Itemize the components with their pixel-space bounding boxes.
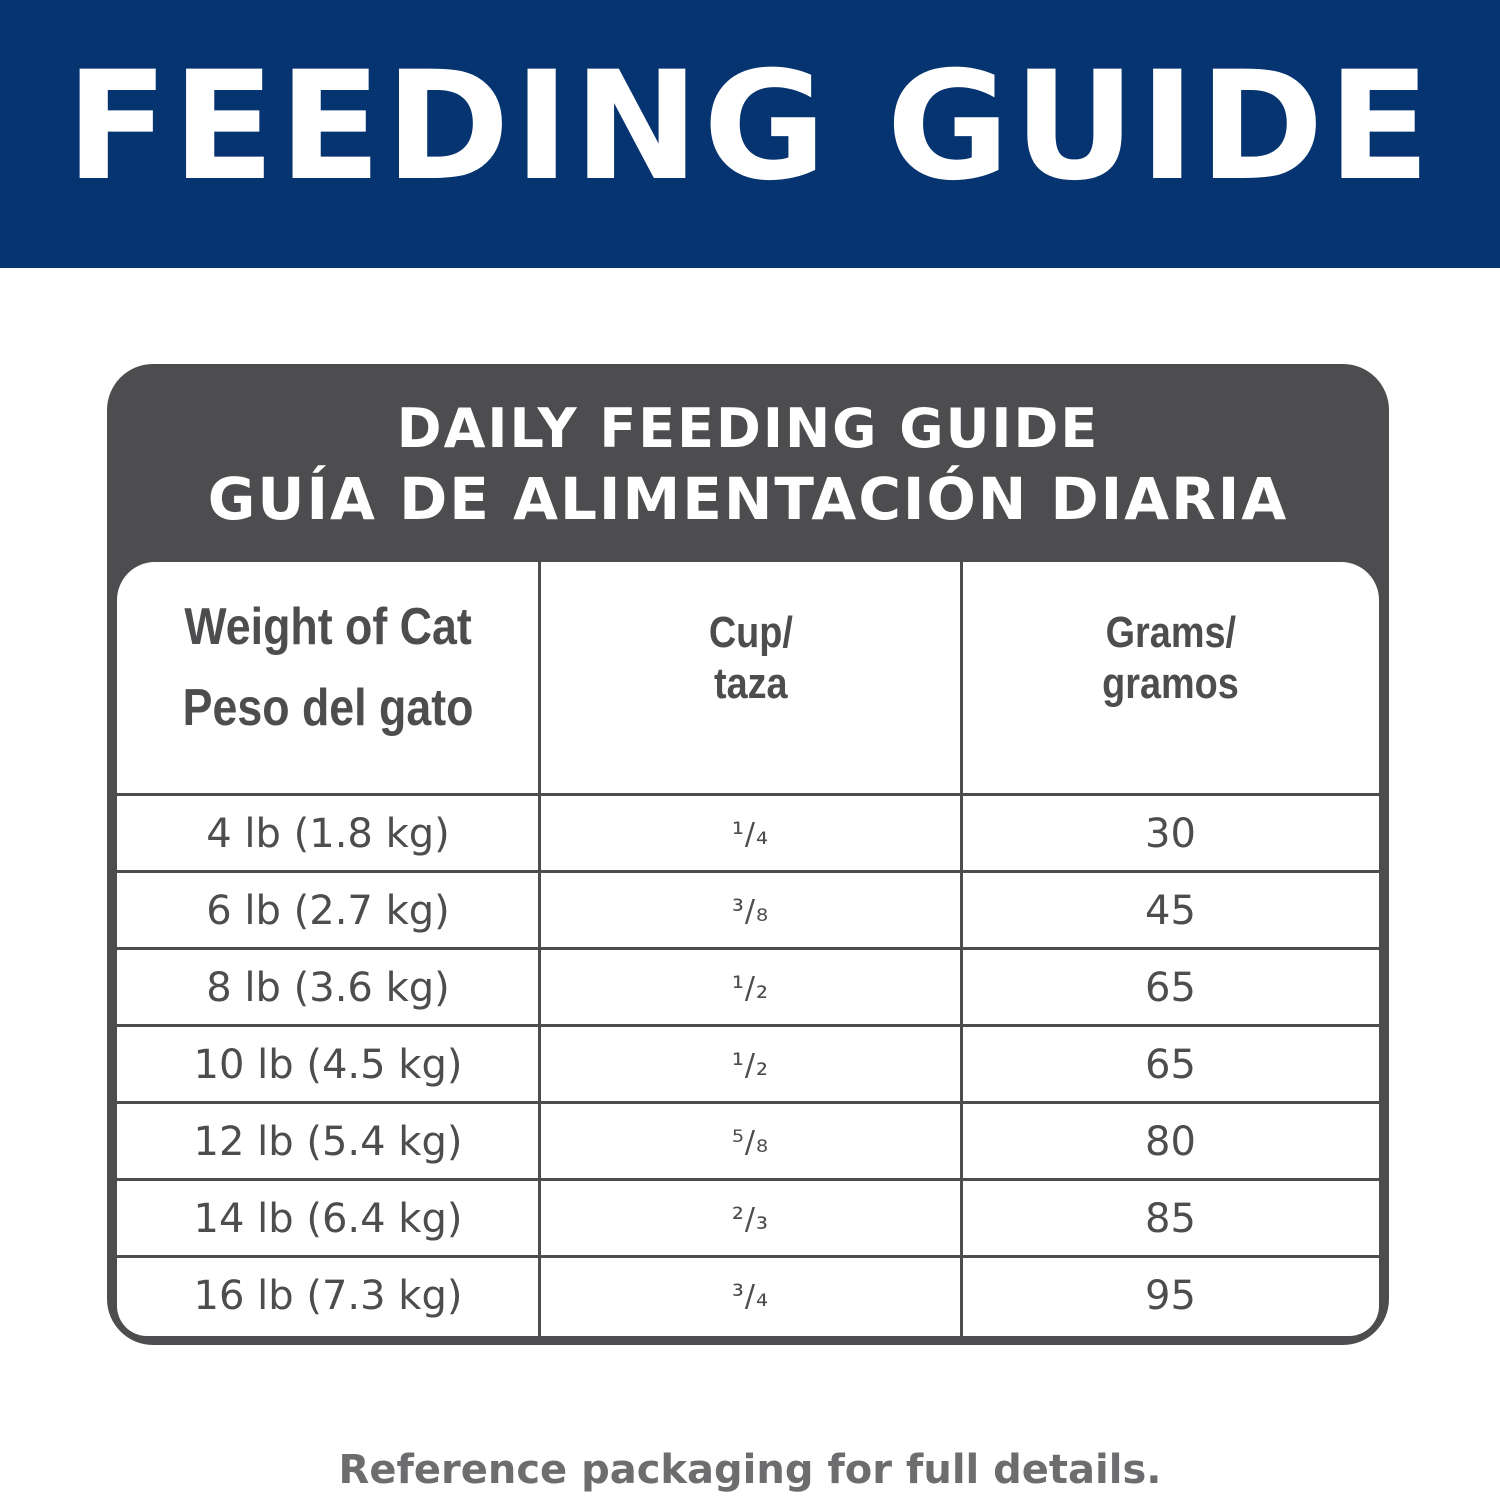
card-title-english: DAILY FEEDING GUIDE (396, 397, 1100, 460)
column-header-grams (962, 562, 1379, 795)
page-title: FEEDING GUIDE (65, 40, 1435, 214)
cell-cup (540, 1105, 961, 1179)
card-header (107, 364, 1389, 562)
cell-weight: 10 lb (4.5 kg) (193, 1042, 463, 1088)
table-row (117, 797, 1379, 871)
cup-fraction: ³/₈ (731, 893, 770, 929)
cell-grams: 65 (1145, 965, 1196, 1011)
feeding-table (117, 562, 1379, 1336)
cell-weight: 12 lb (5.4 kg) (193, 1119, 463, 1165)
cell-grams: 45 (1145, 888, 1196, 934)
column-header-grams-es: gramos (1102, 658, 1239, 708)
table-row (117, 1182, 1379, 1256)
cup-fraction: ¹/₂ (731, 1047, 770, 1083)
column-header-grams-en: Grams/ (1105, 607, 1236, 657)
cell-weight: 6 lb (2.7 kg) (206, 888, 450, 934)
cell-cup (540, 1028, 961, 1102)
cell-grams: 80 (1145, 1119, 1196, 1165)
column-header-weight-es: Peso del gato (182, 678, 474, 737)
table-row (117, 1105, 1379, 1179)
column-header-cup-es: taza (713, 658, 788, 708)
daily-feeding-guide-card (107, 364, 1389, 1345)
cell-grams: 65 (1145, 1042, 1196, 1088)
column-header-cup (540, 562, 961, 795)
table-row (117, 1259, 1379, 1333)
table-row (117, 951, 1379, 1025)
row-divider (117, 793, 1379, 796)
cell-weight: 8 lb (3.6 kg) (206, 965, 450, 1011)
cup-fraction: ¹/₄ (731, 816, 770, 852)
cell-grams: 85 (1145, 1196, 1196, 1242)
cup-fraction: ¹/₂ (731, 970, 770, 1006)
header-banner (0, 0, 1500, 268)
cell-cup (540, 874, 961, 948)
cell-cup (540, 797, 961, 871)
cup-fraction: ⁵/₈ (731, 1124, 770, 1160)
column-header-weight-en: Weight of Cat (184, 597, 472, 656)
column-header-weight (117, 562, 539, 795)
table-row (117, 874, 1379, 948)
cell-weight: 4 lb (1.8 kg) (206, 811, 450, 857)
footer-note: Reference packaging for full details. (338, 1447, 1162, 1493)
cell-weight: 16 lb (7.3 kg) (193, 1273, 463, 1319)
cell-grams: 30 (1145, 811, 1196, 857)
cell-cup (540, 951, 961, 1025)
cell-cup (540, 1259, 961, 1333)
cell-weight: 14 lb (6.4 kg) (193, 1196, 463, 1242)
cup-fraction: ³/₄ (731, 1278, 770, 1314)
cell-grams: 95 (1145, 1273, 1196, 1319)
table-row (117, 1028, 1379, 1102)
column-header-cup-en: Cup/ (708, 607, 793, 657)
cup-fraction: ²/₃ (731, 1201, 770, 1237)
card-title-spanish: GUÍA DE ALIMENTACIÓN DIARIA (207, 465, 1289, 533)
cell-cup (540, 1182, 961, 1256)
